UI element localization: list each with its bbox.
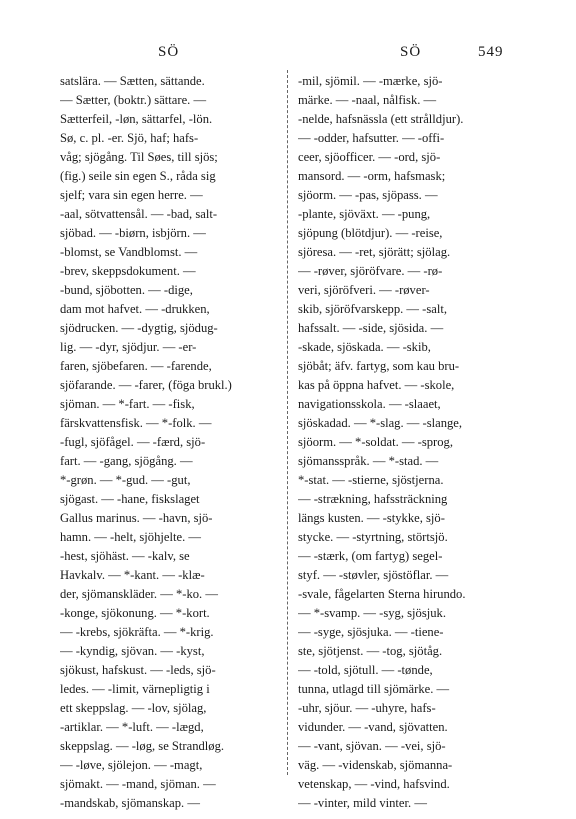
dictionary-line: fart. — -gang, sjögång. — — [60, 454, 193, 468]
dictionary-line: -mandskab, sjömanskap. — — [60, 796, 200, 810]
dictionary-line: — -vinter, mild vinter. — — [298, 796, 427, 810]
dictionary-line: navigationsskola. — -slaaet, — [298, 397, 441, 411]
dictionary-line: sjökust, hafskust. — -leds, sjö- — [60, 663, 216, 677]
dictionary-line: sjömakt. — -mand, sjöman. — — [60, 777, 216, 791]
header-left-word: SÖ — [158, 44, 180, 60]
dictionary-line: sjöbad. — -biørn, isbjörn. — — [60, 226, 206, 240]
dictionary-line: -uhr, sjöur. — -uhyre, hafs- — [298, 701, 436, 715]
dictionary-line: lig. — -dyr, sjödjur. — -er- — [60, 340, 197, 354]
dictionary-line: -plante, sjöväxt. — -pung, — [298, 207, 431, 221]
dictionary-line: -konge, sjökonung. — *-kort. — [60, 606, 210, 620]
dictionary-line: veri, sjöröfveri. — -røver- — [298, 283, 430, 297]
dictionary-line: — -stærk, (om fartyg) segel- — [298, 549, 443, 563]
dictionary-line: *-stat. — -stierne, sjöstjerna. — [298, 473, 444, 487]
dictionary-line: sjelf; vara sin egen herre. — — [60, 188, 203, 202]
dictionary-line: — Sætter, (boktr.) sättare. — — [60, 93, 207, 107]
dictionary-line: sjöresa. — -ret, sjörätt; sjölag. — [298, 245, 451, 259]
dictionary-line: ett skeppslag. — -lov, sjölag, — [60, 701, 207, 715]
dictionary-line: -artiklar. — *-luft. — -lægd, — [60, 720, 204, 734]
dictionary-line: *-grøn. — *-gud. — -gut, — [60, 473, 191, 487]
dictionary-line: ceer, sjöofficer. — -ord, sjö- — [298, 150, 441, 164]
dictionary-line: sjöman. — *-fart. — -fisk, — [60, 397, 195, 411]
dictionary-line: ledes. — -limit, värnepligtig i — [60, 682, 210, 696]
dictionary-line: Havkalv. — *-kant. — -klæ- — [60, 568, 205, 582]
dictionary-line: — -syge, sjösjuka. — -tiene- — [298, 625, 444, 639]
dictionary-line: — -krebs, sjökräfta. — *-krig. — [60, 625, 214, 639]
dictionary-line: — -vant, sjövan. — -vei, sjö- — [298, 739, 446, 753]
dictionary-line: -brev, skeppsdokument. — — [60, 264, 196, 278]
dictionary-line: Sø, c. pl. -er. Sjö, haf; hafs- — [60, 131, 199, 145]
dictionary-line: sjöfarande. — -farer, (föga brukl.) — [60, 378, 232, 392]
dictionary-line: Sætterfeil, -løn, sättarfel, -lön. — [60, 112, 213, 126]
dictionary-line: styf. — -støvler, sjöstöflar. — — [298, 568, 449, 582]
dictionary-line: -mil, sjömil. — -mærke, sjö- — [298, 74, 443, 88]
dictionary-line: skeppslag. — -løg, se Strandløg. — [60, 739, 225, 753]
dictionary-line: hafssalt. — -side, sjösida. — — [298, 321, 444, 335]
dictionary-line: -hest, sjöhäst. — -kalv, se — [60, 549, 190, 563]
dictionary-line: vetenskap, — -vind, hafsvind. — [298, 777, 450, 791]
dictionary-line: — -røver, sjöröfvare. — -rø- — [298, 264, 443, 278]
dictionary-line: -nelde, hafsnässla (ett strålldjur). — [298, 112, 464, 126]
dictionary-line: kas på öppna hafvet. — -skole, — [298, 378, 455, 392]
dictionary-line: der, sjömanskläder. — *-ko. — — [60, 587, 218, 601]
dictionary-line: faren, sjöbefaren. — -farende, — [60, 359, 212, 373]
dictionary-line: dam mot hafvet. — -drukken, — [60, 302, 210, 316]
dictionary-line: ste, sjötjenst. — -tog, sjötåg. — [298, 644, 443, 658]
dictionary-line: satslära. — Sætten, sättande. — [60, 74, 205, 88]
dictionary-line: -blomst, se Vandblomst. — — [60, 245, 198, 259]
dictionary-line: märke. — -naal, nålfisk. — — [298, 93, 437, 107]
dictionary-line: mansord. — -orm, hafsmask; — [298, 169, 446, 183]
dictionary-line: sjögast. — -hane, fiskslaget — [60, 492, 200, 506]
dictionary-line: -bund, sjöbotten. — -dige, — [60, 283, 193, 297]
dictionary-line: sjöorm. — *-soldat. — -sprog, — [298, 435, 453, 449]
dictionary-line: vidunder. — -vand, sjövatten. — [298, 720, 448, 734]
dictionary-line: -skade, sjöskada. — -skib, — [298, 340, 431, 354]
dictionary-line: väg. — -videnskab, sjömanna- — [298, 758, 453, 772]
dictionary-line: längs kusten. — -stykke, sjö- — [298, 511, 445, 525]
dictionary-line: skib, sjöröfvarskepp. — -salt, — [298, 302, 448, 316]
dictionary-line: sjömansspråk. — *-stad. — — [298, 454, 439, 468]
dictionary-line: — -strækning, hafssträckning — [298, 492, 448, 506]
left-column — [60, 72, 278, 813]
dictionary-line: — -kyndig, sjövan. — -kyst, — [60, 644, 205, 658]
dictionary-line: — *-svamp. — -syg, sjösjuk. — [298, 606, 446, 620]
dictionary-line: sjödrucken. — -dygtig, sjödug- — [60, 321, 218, 335]
dictionary-line: Gallus marinus. — -havn, sjö- — [60, 511, 213, 525]
dictionary-line: -fugl, sjöfågel. — -færd, sjö- — [60, 435, 206, 449]
right-column — [298, 72, 520, 813]
dictionary-line: stycke. — -styrtning, störtsjö. — [298, 530, 448, 544]
dictionary-line: sjöskadad. — *-slag. — -slange, — [298, 416, 463, 430]
dictionary-line: sjöpung (blötdjur). — -reise, — [298, 226, 443, 240]
page-number: 549 — [478, 44, 504, 60]
dictionary-line: -svale, fågelarten Sterna hirundo. — [298, 587, 466, 601]
column-divider — [287, 70, 288, 775]
dictionary-line: tunna, utlagd till sjömärke. — — [298, 682, 450, 696]
dictionary-line: våg; sjögång. Til Søes, till sjös; — [60, 150, 218, 164]
dictionary-line: hamn. — -helt, sjöhjelte. — — [60, 530, 201, 544]
dictionary-line: — -løve, sjölejon. — -magt, — [60, 758, 203, 772]
dictionary-line: färskvattensfisk. — *-folk. — — [60, 416, 212, 430]
dictionary-line: -aal, sötvattensål. — -bad, salt- — [60, 207, 218, 221]
dictionary-line: (fig.) seile sin egen S., råda sig — [60, 169, 216, 183]
header-right-word: SÖ — [400, 44, 422, 60]
dictionary-line: — -odder, hafsutter. — -offi- — [298, 131, 445, 145]
dictionary-line: — -told, sjötull. — -tønde, — [298, 663, 433, 677]
dictionary-line: sjöbåt; äfv. fartyg, som kau bru- — [298, 359, 460, 373]
dictionary-line: sjöorm. — -pas, sjöpass. — — [298, 188, 438, 202]
